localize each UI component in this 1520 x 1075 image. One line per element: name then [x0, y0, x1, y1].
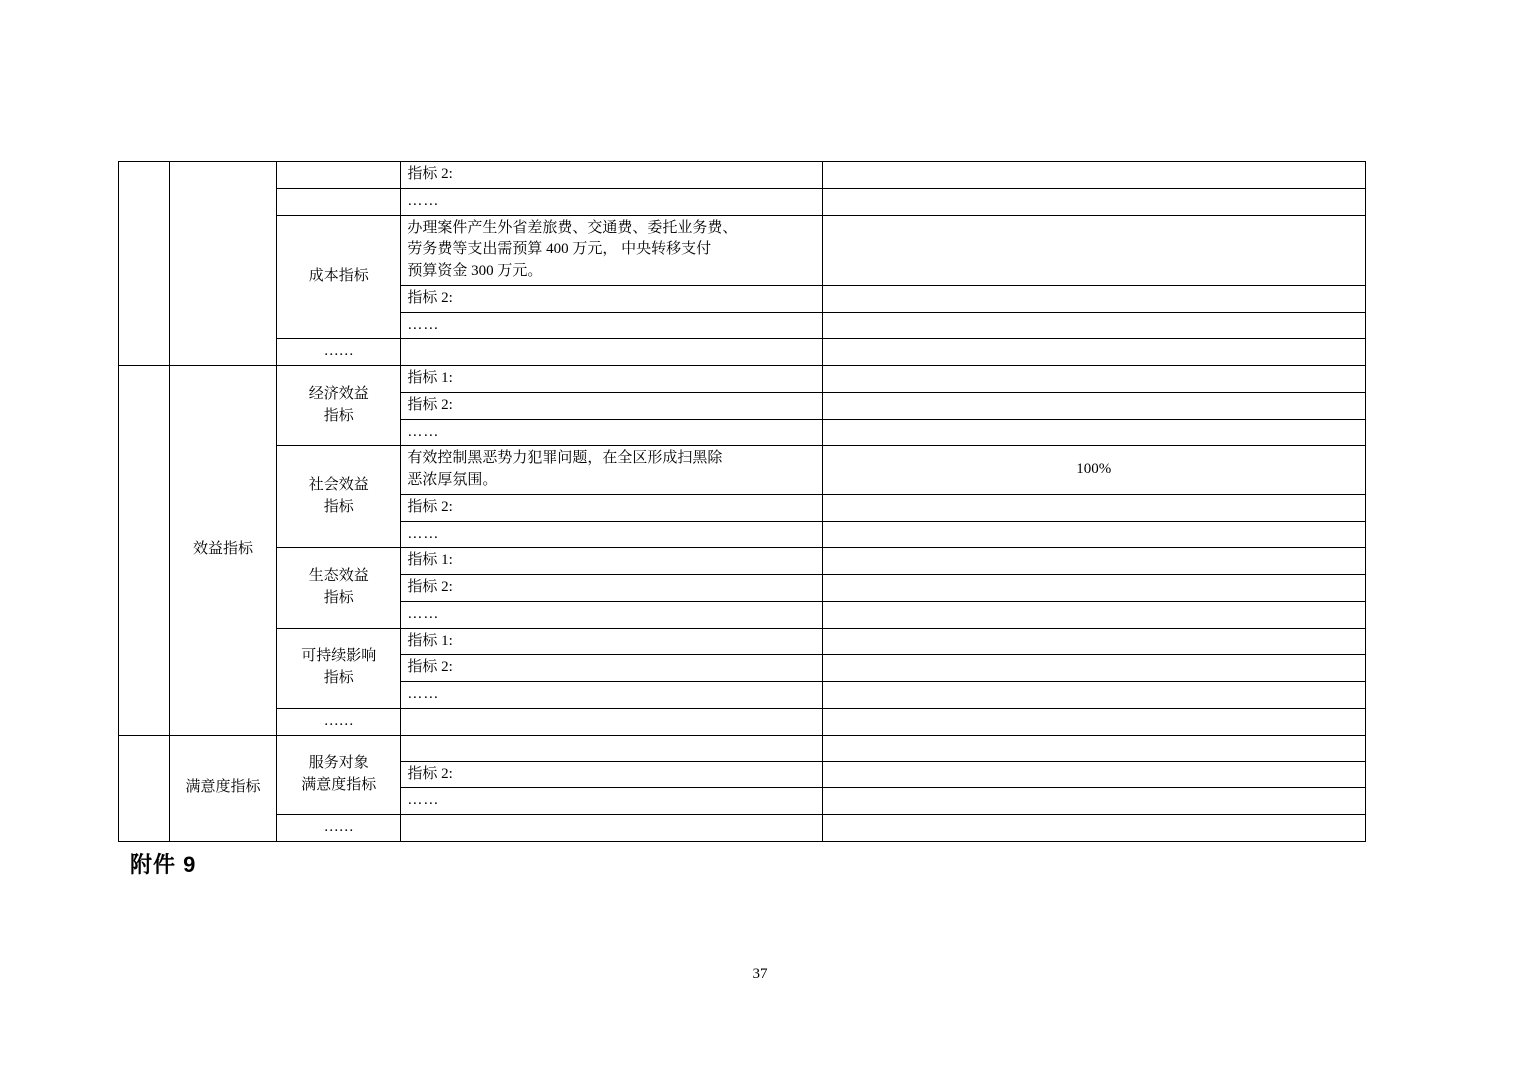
value-cell	[822, 285, 1366, 312]
value-cell	[822, 366, 1366, 393]
value-cell	[822, 788, 1366, 815]
value-cell	[822, 708, 1366, 735]
value-cell	[822, 815, 1366, 842]
cost-text-line-3: 预算资金 300 万元。	[407, 263, 543, 279]
indicator-label: 指标 2:	[401, 761, 822, 788]
sub-group-eco-benefit	[277, 548, 401, 628]
sustain-line-1: 可持续影响	[301, 648, 377, 665]
value-cell	[822, 339, 1366, 366]
sub-group-ellipsis: ……	[277, 708, 401, 735]
table-row	[119, 188, 1366, 215]
cost-indicator-text	[401, 215, 822, 285]
indicator-ellipsis: ……	[401, 788, 822, 815]
indicator-label: 指标 2:	[401, 655, 822, 682]
value-cell	[822, 419, 1366, 446]
value-cell	[822, 312, 1366, 339]
social-benefit-line-1: 社会效益	[308, 477, 369, 493]
social-indicator-value: 100%	[822, 446, 1366, 495]
indicator-ellipsis: ……	[401, 601, 822, 628]
value-cell	[822, 761, 1366, 788]
service-satisfaction-line-2: 满意度指标	[301, 776, 377, 793]
table-row	[119, 215, 1366, 285]
value-cell	[822, 601, 1366, 628]
outer-group-cell	[119, 162, 170, 366]
table-row	[119, 735, 1366, 761]
group-cell-continuation	[169, 162, 276, 366]
attachment-label: 附件 9	[130, 852, 197, 877]
indicator-label: 指标 2:	[401, 575, 822, 602]
sub-group-economic-benefit	[277, 366, 401, 446]
social-text-line-1: 有效控制黑恶势力犯罪问题，在全区形成扫黑除	[407, 450, 723, 467]
social-text-line-2: 恶浓厚氛围。	[407, 472, 498, 488]
value-cell	[822, 735, 1366, 761]
sub-group-cost-indicator: 成本指标	[277, 215, 401, 339]
group-cell-satisfaction-indicator: 满意度指标	[169, 735, 276, 841]
social-indicator-text	[401, 446, 822, 495]
eco-benefit-line-2: 指标	[323, 589, 354, 606]
table-row	[119, 162, 1366, 189]
value-cell	[822, 188, 1366, 215]
value-cell	[822, 628, 1366, 655]
outer-group-cell	[119, 735, 170, 841]
service-satisfaction-line-1: 服务对象	[308, 755, 369, 771]
value-cell	[822, 548, 1366, 575]
table-row	[119, 815, 1366, 842]
table-row	[119, 339, 1366, 366]
group-cell-benefit-indicator: 效益指标	[169, 366, 276, 736]
table-row	[119, 628, 1366, 655]
sub-group-ellipsis: ……	[277, 815, 401, 842]
table-row	[119, 708, 1366, 735]
indicator-ellipsis: ……	[401, 682, 822, 709]
sub-cell-empty	[277, 188, 401, 215]
value-cell	[822, 575, 1366, 602]
indicator-label: 指标 1:	[401, 366, 822, 393]
table-row	[119, 446, 1366, 495]
economic-benefit-line-2: 指标	[323, 407, 354, 424]
page-number: 37	[752, 966, 768, 982]
value-cell	[822, 162, 1366, 189]
cost-text-line-2: 劳务费等支出需预算 400 万元， 中央转移支付	[407, 241, 712, 258]
indicator-label: 指标 2:	[401, 162, 822, 189]
sub-group-ellipsis: ……	[277, 339, 401, 366]
value-cell	[822, 215, 1366, 285]
performance-indicator-table	[118, 161, 1366, 842]
table-row	[119, 548, 1366, 575]
indicator-label: 指标 2:	[401, 494, 822, 521]
indicator-ellipsis: ……	[401, 419, 822, 446]
sub-group-social-benefit	[277, 446, 401, 548]
indicator-label: 指标 1:	[401, 548, 822, 575]
economic-benefit-line-1: 经济效益	[308, 385, 369, 402]
value-cell	[822, 521, 1366, 548]
content-cell-empty	[401, 708, 822, 735]
cost-text-line-1: 办理案件产生外省差旅费、交通费、委托业务费、	[407, 219, 738, 236]
indicator-label: 指标 1:	[401, 628, 822, 655]
indicator-label: 指标 2:	[401, 392, 822, 419]
sub-cell-empty	[277, 162, 401, 189]
value-cell	[822, 655, 1366, 682]
indicator-ellipsis: ……	[401, 312, 822, 339]
outer-group-cell	[119, 366, 170, 736]
content-cell-empty	[401, 735, 822, 761]
social-benefit-line-2: 指标	[323, 498, 354, 515]
sub-group-service-satisfaction	[277, 735, 401, 815]
table-row	[119, 366, 1366, 393]
sub-group-sustainability	[277, 628, 401, 708]
eco-benefit-line-1: 生态效益	[308, 568, 369, 585]
indicator-label: 指标 2:	[401, 285, 822, 312]
content-cell-empty	[401, 815, 822, 842]
content-cell-empty	[401, 339, 822, 366]
sustain-line-2: 指标	[323, 670, 354, 687]
value-cell	[822, 392, 1366, 419]
indicator-ellipsis: ……	[401, 521, 822, 548]
value-cell	[822, 682, 1366, 709]
value-cell	[822, 494, 1366, 521]
indicator-ellipsis: ……	[401, 188, 822, 215]
